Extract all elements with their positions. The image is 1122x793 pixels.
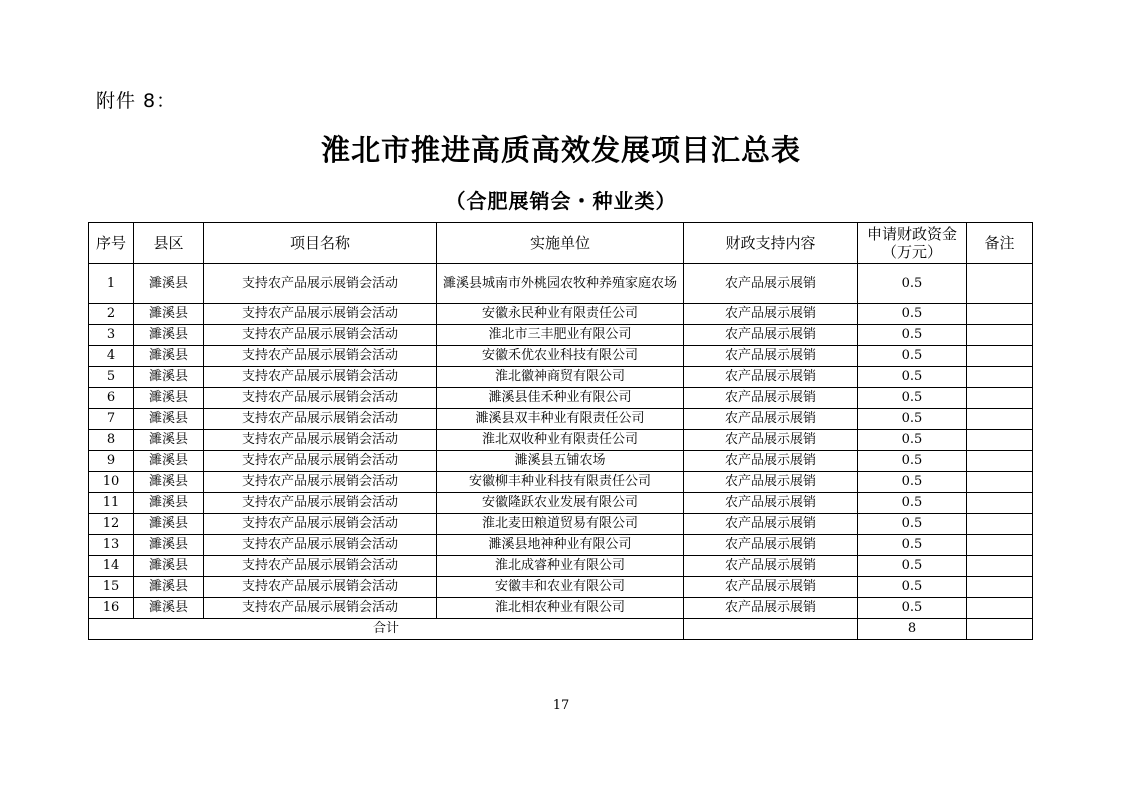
row-unit: 濉溪县城南市外桃园农牧种养殖家庭农场: [437, 264, 684, 304]
row-notes: [967, 472, 1033, 493]
row-support: 农产品展示展销: [684, 430, 858, 451]
row-funding: 0.5: [858, 304, 967, 325]
row-funding: 0.5: [858, 388, 967, 409]
row-project: 支持农产品展示展销会活动: [204, 577, 437, 598]
total-row: [89, 619, 1033, 640]
total-support: [684, 619, 858, 640]
table-row: [89, 577, 1033, 598]
total-label: 合计: [89, 619, 684, 640]
header-unit: 实施单位: [437, 223, 684, 264]
row-funding: 0.5: [858, 325, 967, 346]
table-body: [89, 264, 1033, 640]
row-county: 濉溪县: [134, 556, 204, 577]
row-county: 濉溪县: [134, 346, 204, 367]
row-support: 农产品展示展销: [684, 304, 858, 325]
row-unit: 淮北麦田粮道贸易有限公司: [437, 514, 684, 535]
row-support: 农产品展示展销: [684, 535, 858, 556]
row-index: 1: [89, 264, 134, 304]
row-project: 支持农产品展示展销会活动: [204, 514, 437, 535]
header-project: 项目名称: [204, 223, 437, 264]
row-project: 支持农产品展示展销会活动: [204, 325, 437, 346]
row-unit: 淮北双收种业有限责任公司: [437, 430, 684, 451]
row-support: 农产品展示展销: [684, 472, 858, 493]
row-county: 濉溪县: [134, 264, 204, 304]
row-index: 6: [89, 388, 134, 409]
table-header-row: [89, 223, 1033, 264]
row-index: 2: [89, 304, 134, 325]
row-notes: [967, 535, 1033, 556]
row-index: 14: [89, 556, 134, 577]
row-notes: [967, 388, 1033, 409]
table-row: [89, 556, 1033, 577]
row-county: 濉溪县: [134, 598, 204, 619]
table-row: [89, 514, 1033, 535]
row-funding: 0.5: [858, 430, 967, 451]
row-project: 支持农产品展示展销会活动: [204, 472, 437, 493]
row-project: 支持农产品展示展销会活动: [204, 264, 437, 304]
document-title: 淮北市推进高质高效发展项目汇总表: [320, 133, 801, 167]
row-county: 濉溪县: [134, 535, 204, 556]
row-unit: 安徽永民种业有限责任公司: [437, 304, 684, 325]
table-row: [89, 325, 1033, 346]
row-unit: 濉溪县五铺农场: [437, 451, 684, 472]
document-subtitle: （合肥展销会・种业类）: [445, 189, 677, 213]
header-county: 县区: [134, 223, 204, 264]
row-funding: 0.5: [858, 556, 967, 577]
row-support: 农产品展示展销: [684, 514, 858, 535]
table-row: [89, 388, 1033, 409]
row-notes: [967, 325, 1033, 346]
page-number: 17: [552, 698, 570, 713]
row-county: 濉溪县: [134, 304, 204, 325]
row-project: 支持农产品展示展销会活动: [204, 598, 437, 619]
row-project: 支持农产品展示展销会活动: [204, 430, 437, 451]
row-support: 农产品展示展销: [684, 598, 858, 619]
header-support: 财政支持内容: [684, 223, 858, 264]
row-unit: 淮北相农种业有限公司: [437, 598, 684, 619]
row-funding: 0.5: [858, 577, 967, 598]
row-county: 濉溪县: [134, 367, 204, 388]
row-funding: 0.5: [858, 598, 967, 619]
row-support: 农产品展示展销: [684, 409, 858, 430]
row-support: 农产品展示展销: [684, 388, 858, 409]
table-row: [89, 493, 1033, 514]
row-county: 濉溪县: [134, 388, 204, 409]
row-unit: 安徽丰和农业有限公司: [437, 577, 684, 598]
row-unit: 淮北成睿种业有限公司: [437, 556, 684, 577]
row-notes: [967, 264, 1033, 304]
row-index: 4: [89, 346, 134, 367]
row-project: 支持农产品展示展销会活动: [204, 304, 437, 325]
table-row: [89, 451, 1033, 472]
row-notes: [967, 304, 1033, 325]
row-notes: [967, 430, 1033, 451]
row-support: 农产品展示展销: [684, 451, 858, 472]
row-index: 11: [89, 493, 134, 514]
table-row: [89, 264, 1033, 304]
row-index: 9: [89, 451, 134, 472]
row-funding: 0.5: [858, 346, 967, 367]
row-notes: [967, 514, 1033, 535]
row-funding: 0.5: [858, 514, 967, 535]
row-funding: 0.5: [858, 535, 967, 556]
row-county: 濉溪县: [134, 430, 204, 451]
row-unit: 淮北徽神商贸有限公司: [437, 367, 684, 388]
row-unit: 濉溪县双丰种业有限责任公司: [437, 409, 684, 430]
row-funding: 0.5: [858, 493, 967, 514]
row-index: 12: [89, 514, 134, 535]
row-notes: [967, 493, 1033, 514]
row-index: 3: [89, 325, 134, 346]
row-county: 濉溪县: [134, 325, 204, 346]
row-county: 濉溪县: [134, 514, 204, 535]
header-index: 序号: [89, 223, 134, 264]
row-project: 支持农产品展示展销会活动: [204, 367, 437, 388]
row-support: 农产品展示展销: [684, 556, 858, 577]
row-project: 支持农产品展示展销会活动: [204, 409, 437, 430]
row-index: 7: [89, 409, 134, 430]
row-notes: [967, 577, 1033, 598]
row-county: 濉溪县: [134, 409, 204, 430]
attachment-label: 附件 8：: [96, 90, 177, 112]
row-project: 支持农产品展示展销会活动: [204, 388, 437, 409]
row-notes: [967, 409, 1033, 430]
table-row: [89, 367, 1033, 388]
row-unit: 安徽隆跃农业发展有限公司: [437, 493, 684, 514]
total-funding: 8: [858, 619, 967, 640]
row-support: 农产品展示展销: [684, 325, 858, 346]
table-row: [89, 430, 1033, 451]
row-unit: 淮北市三丰肥业有限公司: [437, 325, 684, 346]
row-notes: [967, 556, 1033, 577]
row-funding: 0.5: [858, 367, 967, 388]
table-row: [89, 409, 1033, 430]
row-index: 16: [89, 598, 134, 619]
row-support: 农产品展示展销: [684, 346, 858, 367]
total-notes: [967, 619, 1033, 640]
row-county: 濉溪县: [134, 451, 204, 472]
row-index: 8: [89, 430, 134, 451]
header-notes: 备注: [967, 223, 1033, 264]
row-notes: [967, 598, 1033, 619]
row-county: 濉溪县: [134, 493, 204, 514]
row-unit: 濉溪县佳禾种业有限公司: [437, 388, 684, 409]
row-funding: 0.5: [858, 472, 967, 493]
row-project: 支持农产品展示展销会活动: [204, 556, 437, 577]
row-funding: 0.5: [858, 264, 967, 304]
table-row: [89, 304, 1033, 325]
row-project: 支持农产品展示展销会活动: [204, 535, 437, 556]
row-project: 支持农产品展示展销会活动: [204, 451, 437, 472]
row-support: 农产品展示展销: [684, 367, 858, 388]
row-project: 支持农产品展示展销会活动: [204, 493, 437, 514]
row-county: 濉溪县: [134, 472, 204, 493]
row-funding: 0.5: [858, 409, 967, 430]
table-row: [89, 472, 1033, 493]
header-funding: 申请财政资金（万元）: [858, 223, 967, 264]
row-index: 10: [89, 472, 134, 493]
row-unit: 安徽禾优农业科技有限公司: [437, 346, 684, 367]
row-county: 濉溪县: [134, 577, 204, 598]
row-index: 13: [89, 535, 134, 556]
row-support: 农产品展示展销: [684, 264, 858, 304]
row-notes: [967, 451, 1033, 472]
row-support: 农产品展示展销: [684, 577, 858, 598]
row-support: 农产品展示展销: [684, 493, 858, 514]
table-row: [89, 535, 1033, 556]
row-project: 支持农产品展示展销会活动: [204, 346, 437, 367]
row-funding: 0.5: [858, 451, 967, 472]
row-notes: [967, 367, 1033, 388]
table-row: [89, 598, 1033, 619]
row-unit: 安徽柳丰种业科技有限责任公司: [437, 472, 684, 493]
row-unit: 濉溪县地神种业有限公司: [437, 535, 684, 556]
row-notes: [967, 346, 1033, 367]
row-index: 5: [89, 367, 134, 388]
project-summary-table: [88, 222, 1033, 640]
table-row: [89, 346, 1033, 367]
row-index: 15: [89, 577, 134, 598]
